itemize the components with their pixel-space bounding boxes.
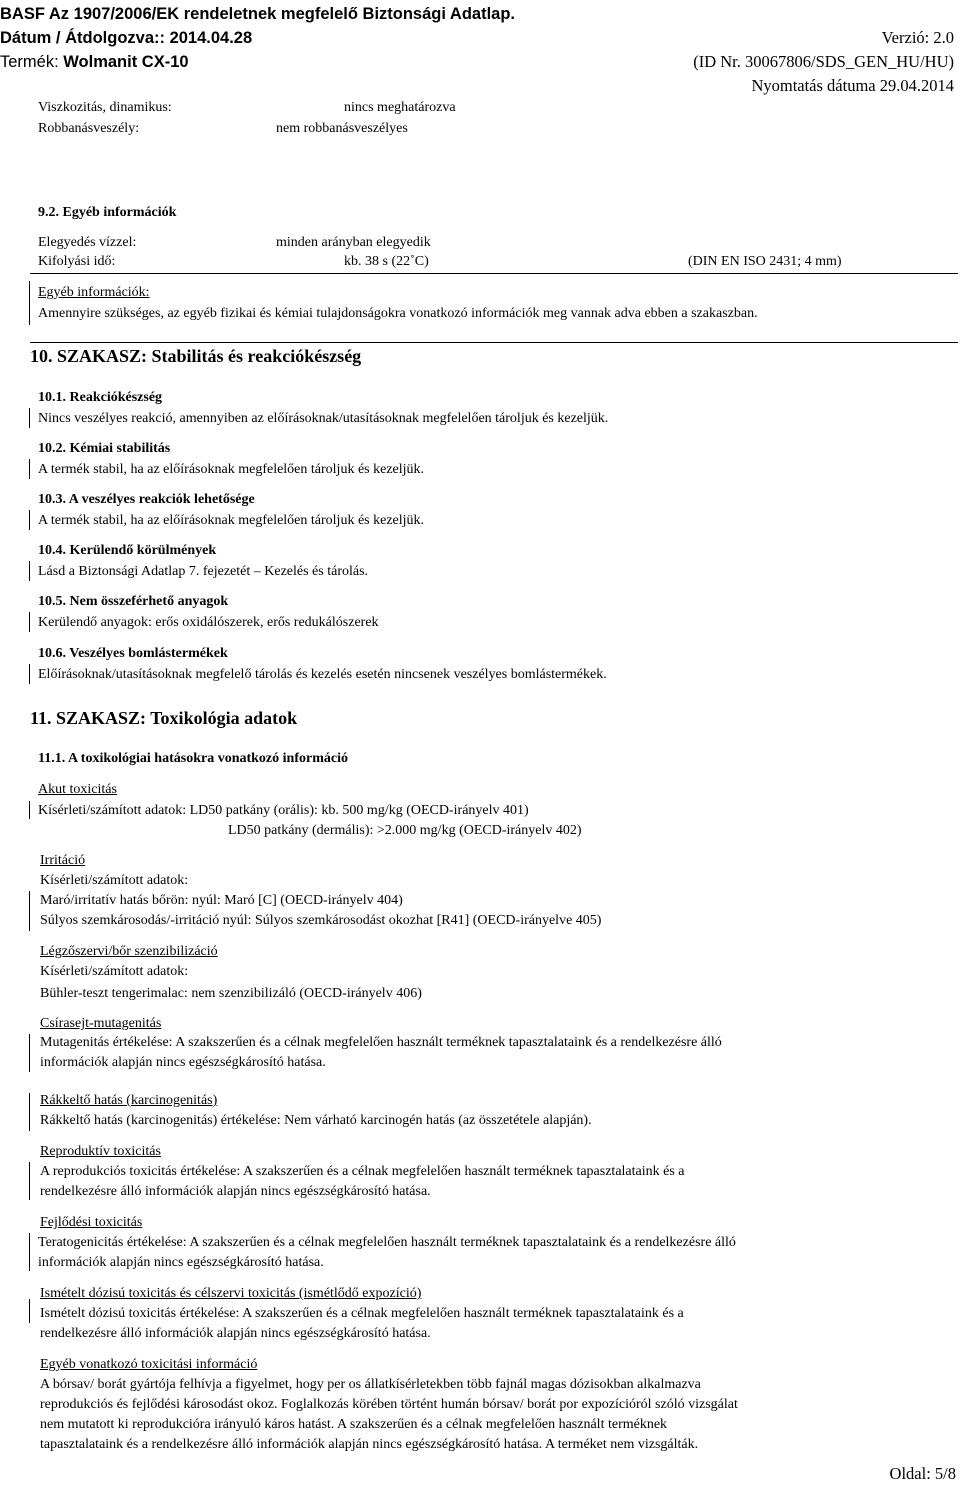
flow-time-method: (DIN EN ISO 2431; 4 mm) (688, 254, 842, 269)
acute-toxicity-dermal: LD50 patkány (dermális): >2.000 mg/kg (OECD-irányelv 402) (228, 823, 582, 838)
section-9-2-title: 9.2. Egyéb információk (38, 205, 177, 220)
prop-value-explosion: nem robbanásveszélyes (276, 121, 408, 136)
reproductive-text-2: rendelkezésre álló információk alapján nincs egészségkárosító hatása. (40, 1184, 431, 1199)
carcinogenicity-heading: Rákkeltő hatás (karcinogenitás) (40, 1093, 218, 1108)
sensitization-result: Bühler-teszt tengerimalac: nem szenzibilizáló (OECD-irányelv 406) (40, 986, 422, 1001)
subsection-10-2-text: A termék stabil, ha az előírásoknak megfelelően tároljuk és kezeljük. (38, 462, 425, 477)
change-bar (29, 1299, 30, 1323)
print-date: Nyomtatás dátuma 29.04.2014 (751, 76, 954, 95)
subsection-10-2-title: 10.2. Kémiai stabilitás (38, 441, 171, 456)
document-id: (ID Nr. 30067806/SDS_GEN_HU/HU) (693, 52, 954, 71)
subsection-10-3-title: 10.3. A veszélyes reakciók lehetősége (38, 492, 255, 507)
other-info-heading: Egyéb információk: (38, 285, 150, 300)
developmental-text-1: Teratogenicitás értékelése: A szakszerűen és a célnak megfelelően használt terméknek tapasztalataink és a rendelkezésre álló (38, 1235, 736, 1250)
acute-toxicity-oral: Kísérleti/számított adatok: LD50 patkány (orális): kb. 500 mg/kg (OECD-irányelv 401) (38, 803, 529, 818)
change-bar (29, 510, 30, 530)
repeated-dose-heading: Ismételt dózisú toxicitás és célszervi toxicitás (ismétlődő expozíció) (40, 1286, 422, 1301)
divider (30, 273, 958, 274)
subsection-10-4-title: 10.4. Kerülendő körülmények (38, 543, 217, 558)
product-prefix: Termék: (0, 53, 64, 71)
subsection-10-5-text: Kerülendő anyagok: erős oxidálószerek, erős redukálószerek (38, 615, 379, 630)
revision-date: Dátum / Átdolgozva:: 2014.04.28 (0, 29, 253, 47)
mutagenicity-text-2: információk alapján nincs egészségkárosító hatása. (40, 1055, 326, 1070)
change-bar (29, 281, 30, 325)
other-toxicity-heading: Egyéb vonatkozó toxicitási információ (40, 1357, 258, 1372)
irritation-heading: Irritáció (40, 853, 86, 868)
developmental-heading: Fejlődési toxicitás (40, 1215, 143, 1230)
product-line (0, 52, 189, 72)
other-toxicity-text-2: reprodukciós és fejlődési károsodást okoz. Foglalkozás körében történt humán bórsav/ borát por expozícióról szóló vizsgálat (40, 1397, 738, 1412)
change-bar (29, 1233, 30, 1271)
sensitization-data-label: Kísérleti/számított adatok: (40, 964, 189, 979)
prop-label-explosion: Robbanásveszély: (38, 121, 140, 136)
mutagenicity-heading: Csírasejt-mutagenitás (40, 1016, 162, 1031)
change-bar (29, 612, 30, 632)
flow-time-label: Kifolyási idő: (38, 254, 116, 269)
other-toxicity-text-3: nem mutatott ki reprodukcióra irányuló káros hatást. A szakszerűen és a célnak megfelelően használt terméknek (40, 1417, 668, 1432)
reproductive-heading: Reproduktív toxicitás (40, 1144, 161, 1159)
subsection-10-5-title: 10.5. Nem összeférhető anyagok (38, 594, 229, 609)
change-bar (29, 459, 30, 479)
change-bar (29, 801, 30, 819)
change-bar (29, 664, 30, 684)
repeated-dose-text-2: rendelkezésre álló információk alapján nincs egészségkárosító hatása. (40, 1326, 431, 1341)
irritation-skin: Maró/irritatív hatás bőrön: nyúl: Maró [C] (OECD-irányelv 404) (40, 893, 403, 908)
developmental-text-2: információk alapján nincs egészségkárosító hatása. (38, 1255, 324, 1270)
prop-value-viscosity: nincs meghatározva (344, 100, 456, 115)
flow-time-value: kb. 38 s (22˚C) (344, 254, 429, 269)
change-bar (29, 408, 30, 428)
prop-label-viscosity: Viszkozitás, dinamikus: (38, 100, 172, 115)
other-info-text: Amennyire szükséges, az egyéb fizikai és kémiai tulajdonságokra vonatkozó információk meg vannak adva ebben a szakaszban. (38, 306, 758, 321)
miscibility-value: minden arányban elegyedik (276, 235, 431, 250)
mutagenicity-text-1: Mutagenitás értékelése: A szakszerűen és a célnak megfelelően használt terméknek tapasztalataink és a rendelkezésre álló (40, 1035, 722, 1050)
subsection-10-4-text: Lásd a Biztonsági Adatlap 7. fejezetét – Kezelés és tárolás. (38, 564, 369, 579)
section-10-title: 10. SZAKASZ: Stabilitás és reakciókészség (30, 346, 362, 366)
other-toxicity-text-4: tapasztalataink és a rendelkezésre álló információk alapján nincs egészségkárosító hatása. A terméket nem vizsgálták. (40, 1437, 699, 1452)
subsection-11-1-title: 11.1. A toxikológiai hatásokra vonatkozó információ (38, 751, 348, 766)
change-bar (29, 1093, 30, 1131)
subsection-10-6-title: 10.6. Veszélyes bomlástermékek (38, 646, 228, 661)
change-bar (29, 1034, 30, 1072)
product-name: Wolmanit CX-10 (63, 53, 189, 71)
subsection-10-1-text: Nincs veszélyes reakció, amennyiben az előírásoknak/utasításoknak megfelelően tároljuk és kezeljük. (38, 411, 609, 426)
sensitization-heading: Légzőszervi/bőr szenzibilizáció (40, 944, 218, 959)
other-toxicity-text-1: A bórsav/ borát gyártója felhívja a figyelmet, hogy per os állatkísérletekben több fajnál magas dózisokban alkalmazva (40, 1377, 701, 1392)
subsection-10-6-text: Előírásoknak/utasításoknak megfelelő tárolás és kezelés esetén nincsenek veszélyes bomlástermékek. (38, 667, 607, 682)
change-bar (29, 1162, 30, 1200)
change-bar (29, 891, 30, 931)
subsection-10-1-title: 10.1. Reakciókészség (38, 390, 163, 405)
reproductive-text-1: A reprodukciós toxicitás értékelése: A szakszerűen és a célnak megfelelően használt terméknek tapasztalataink és a (40, 1164, 685, 1179)
change-bar (29, 561, 30, 581)
miscibility-label: Elegyedés vízzel: (38, 235, 137, 250)
divider (30, 342, 958, 343)
document-title: BASF Az 1907/2006/EK rendeletnek megfelelő Biztonsági Adatlap. (0, 5, 516, 23)
irritation-eye: Súlyos szemkárosodás/-irritáció nyúl: Súlyos szemkárosodást okozhat [R41] (OECD-irányelve 405) (40, 913, 602, 928)
acute-toxicity-heading: Akut toxicitás (38, 782, 117, 797)
subsection-10-3-text: A termék stabil, ha az előírásoknak megfelelően tároljuk és kezeljük. (38, 513, 425, 528)
section-11-title: 11. SZAKASZ: Toxikológia adatok (30, 708, 298, 728)
carcinogenicity-text: Rákkeltő hatás (karcinogenitás) értékelése: Nem várható karcinogén hatás (az összetétele alapján). (40, 1113, 592, 1128)
irritation-data-label: Kísérleti/számított adatok: (40, 873, 189, 888)
repeated-dose-text-1: Ismételt dózisú toxicitás értékelése: A szakszerűen és a célnak megfelelően használt terméknek tapasztalataink és a (40, 1306, 684, 1321)
page-number: Oldal: 5/8 (889, 1464, 956, 1483)
version-label: Verzió: 2.0 (881, 28, 954, 47)
